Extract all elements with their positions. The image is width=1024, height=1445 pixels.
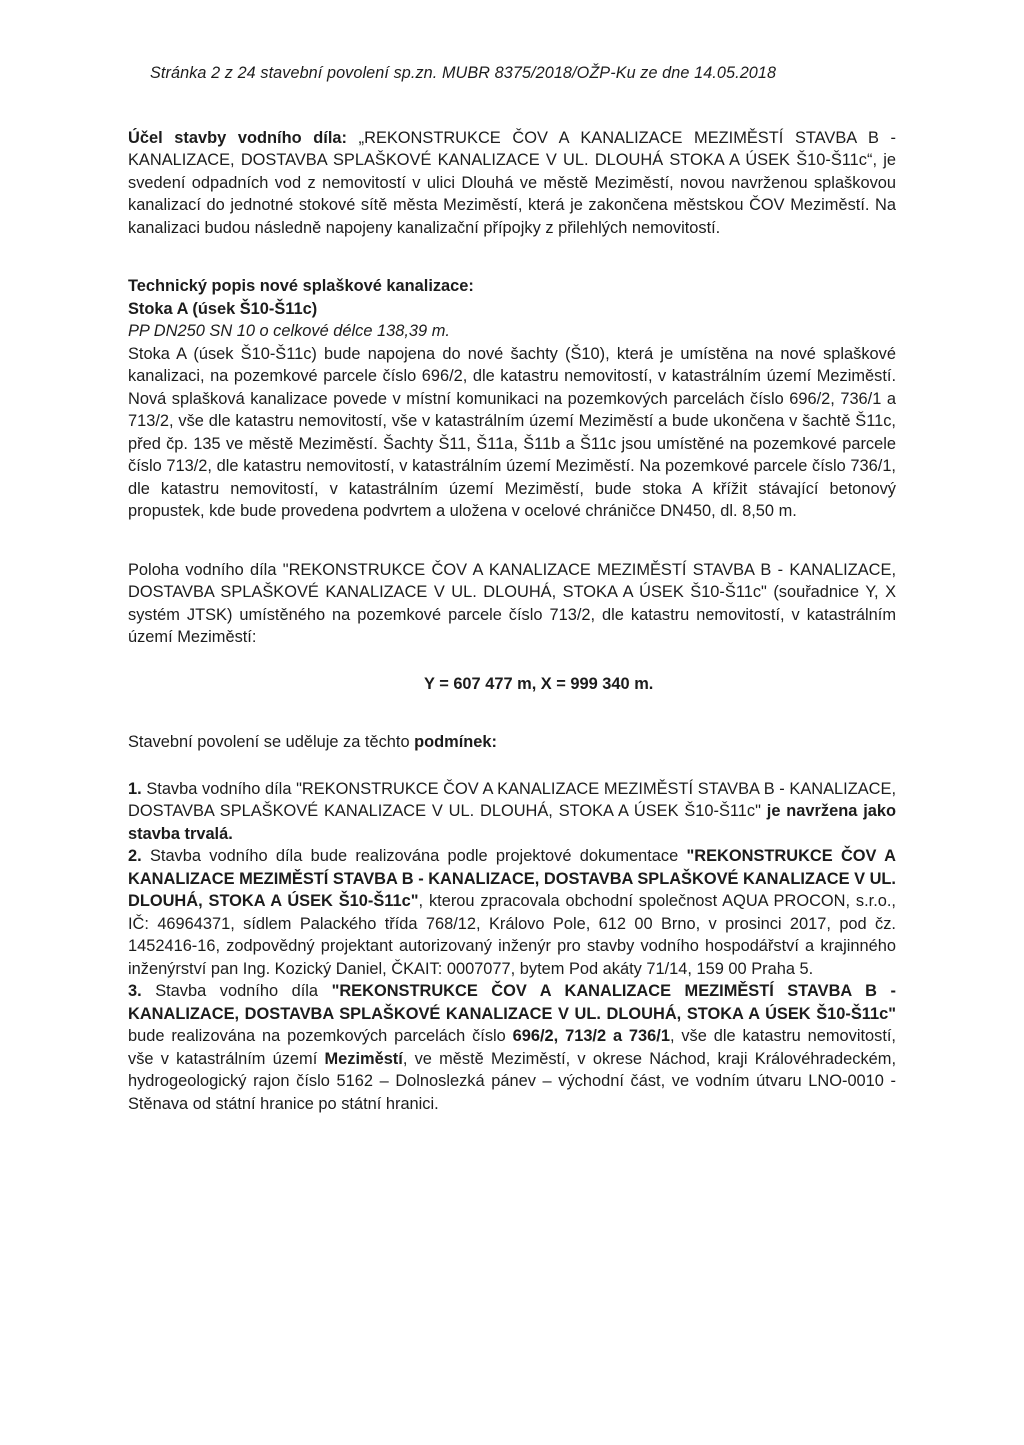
purpose-text: „REKONSTRUKCE ČOV A KANALIZACE MEZIMĚSTÍ STAVBA B - KANALIZACE, DOSTAVBA SPLAŠKOVÉ KANALIZACE V UL. DLOUHÁ STOKA A ÚSEK Š10-Š11c“, je svedení odpadních vod z nemovitostí v ulici Dlouhá ve městě Meziměstí, novou navrženou splaškovou kanalizací do jednotné stokové sítě města Meziměstí, která je zakončena městskou ČOV Meziměstí. Na kanalizaci budou následně napojeny kanalizační přípojky z přilehlých nemovitostí. [128, 128, 896, 237]
condition-2-number: 2. [128, 847, 142, 865]
location-paragraph: Poloha vodního díla "REKONSTRUKCE ČOV A KANALIZACE MEZIMĚSTÍ STAVBA B - KANALIZACE, DOSTAVBA SPLAŠKOVÉ KANALIZACE V UL. DLOUHÁ, STOKA A ÚSEK Š10-Š11c" (souřadnice Y, X systém JTSK) umístěného na pozemkové parcele číslo 713/2, dle katastru nemovitostí, v katastrálním území Meziměstí: [128, 560, 896, 646]
spacer [128, 695, 896, 719]
spacer [128, 719, 896, 731]
condition-3-text-a: Stavba vodního díla [141, 982, 332, 1000]
condition-3 [128, 980, 896, 1115]
purpose-paragraph [128, 127, 896, 240]
condition-2-text-a: Stavba vodního díla bude realizována podle projektové dokumentace [141, 847, 687, 865]
tech-description: Stoka A (úsek Š10-Š11c) bude napojena do nové šachty (Š10), která je umístěna na nové splaškové kanalizaci, na pozemkové parcele číslo 696/2, dle katastru nemovitostí, v katastrálním území Meziměstí. Nová splašková kanalizace povede v místní komunikaci na pozemkových parcelách číslo 696/2, 736/1 a 713/2, vše dle katastru nemovitostí, vše v katastrálním území Meziměstí a bude ukončena v šachtě Š11c, před čp. 135 ve městě Meziměstí. Šachty Š11, Š11a, Š11b a Š11c jsou umístěné na pozemkové parcele číslo 713/2, dle katastru nemovitostí, v katastrálním území Meziměstí. Na pozemkové parcele číslo 736/1, dle katastru nemovitostí, v katastrálním území Meziměstí, bude stoka A křížit stávající betonový propustek, kde bude provedena podvrtem a uložena v ocelové chráničce DN450, dl. 8,50 m. [128, 344, 896, 520]
condition-2-project-title: "REKONSTRUKCE ČOV A KANALIZACE MEZIMĚSTÍ STAVBA B - KANALIZACE, DOSTAVBA SPLAŠKOVÉ KANALIZACE V UL. DLOUHÁ, STOKA A ÚSEK Š10-Š11c" [128, 847, 896, 910]
tech-heading: Technický popis nové splaškové kanalizace: [128, 277, 474, 295]
spacer [128, 754, 896, 778]
purpose-label: Účel stavby vodního díla: [128, 128, 347, 147]
condition-3-number: 3. [128, 982, 142, 1000]
spacer [128, 649, 896, 673]
stoka-heading: Stoka A (úsek Š10-Š11c) [128, 299, 318, 318]
condition-3-parcels: 696/2, 713/2 a 736/1 [512, 1027, 670, 1045]
conditions-intro-bold: podmínek: [414, 733, 497, 751]
page-header: Stránka 2 z 24 stavební povolení sp.zn. MUBR 8375/2018/OŽP-Ku ze dne 14.05.2018 [150, 64, 777, 82]
condition-1-text: Stavba vodního díla "REKONSTRUKCE ČOV A KANALIZACE MEZIMĚSTÍ STAVBA B - KANALIZACE, DOSTAVBA SPLAŠKOVÉ KANALIZACE V UL. DLOUHÁ, STOKA A ÚSEK Š10-Š11c" [128, 779, 896, 820]
spacer [128, 547, 896, 559]
condition-3-text-c: , vše dle katastru nemovitostí, vše v katastrálním území [128, 1027, 896, 1068]
condition-3-text-b: bude realizována na pozemkových parcelách číslo [128, 1027, 513, 1045]
condition-2-text-b: , kterou zpracovala obchodní společnost AQUA PROCON, s.r.o., IČ: 46964371, sídlem Palackého třída 768/12, Královo Pole, 612 00 Brno, v prosinci 2017, pod čz. 1452416-16, zodpovědný projektant autorizovaný inženýr pro stavby vodního hospodářství a krajinného inženýrství pan Ing. Kozický Daniel, ČKAIT: 0007077, bytem Pod akáty 71/14, 159 00 Praha 5. [128, 892, 896, 978]
condition-2 [128, 845, 896, 980]
condition-3-cadastral-area: Meziměstí [324, 1049, 403, 1068]
spacer [128, 239, 896, 263]
condition-3-project-title: "REKONSTRUKCE ČOV A KANALIZACE MEZIMĚSTÍ STAVBA B - KANALIZACE, DOSTAVBA SPLAŠKOVÉ KANALIZACE V UL. DLOUHÁ, STOKA A ÚSEK Š10-Š11c" [128, 982, 897, 1023]
coordinates: Y = 607 477 m, X = 999 340 m. [424, 674, 654, 693]
conditions-intro [128, 731, 896, 754]
condition-1 [128, 778, 896, 846]
condition-1-bold: je navržena jako stavba trvalá. [128, 802, 896, 843]
pipe-spec: PP DN250 SN 10 o celkové délce 138,39 m. [128, 322, 450, 340]
conditions-intro-text: Stavební povolení se uděluje za těchto [128, 733, 415, 751]
spacer [128, 263, 896, 275]
condition-1-number: 1. [128, 779, 142, 798]
condition-3-text-d: , ve městě Meziměstí, v okrese Náchod, kraji Královéhradeckém, hydrogeologický rajon číslo 5162 – Dolnoslezká pánev – východní část, ve vodním útvaru LNO-0010 - Stěnava od státní hranice po státní hranici. [128, 1049, 896, 1113]
spacer [128, 523, 896, 547]
